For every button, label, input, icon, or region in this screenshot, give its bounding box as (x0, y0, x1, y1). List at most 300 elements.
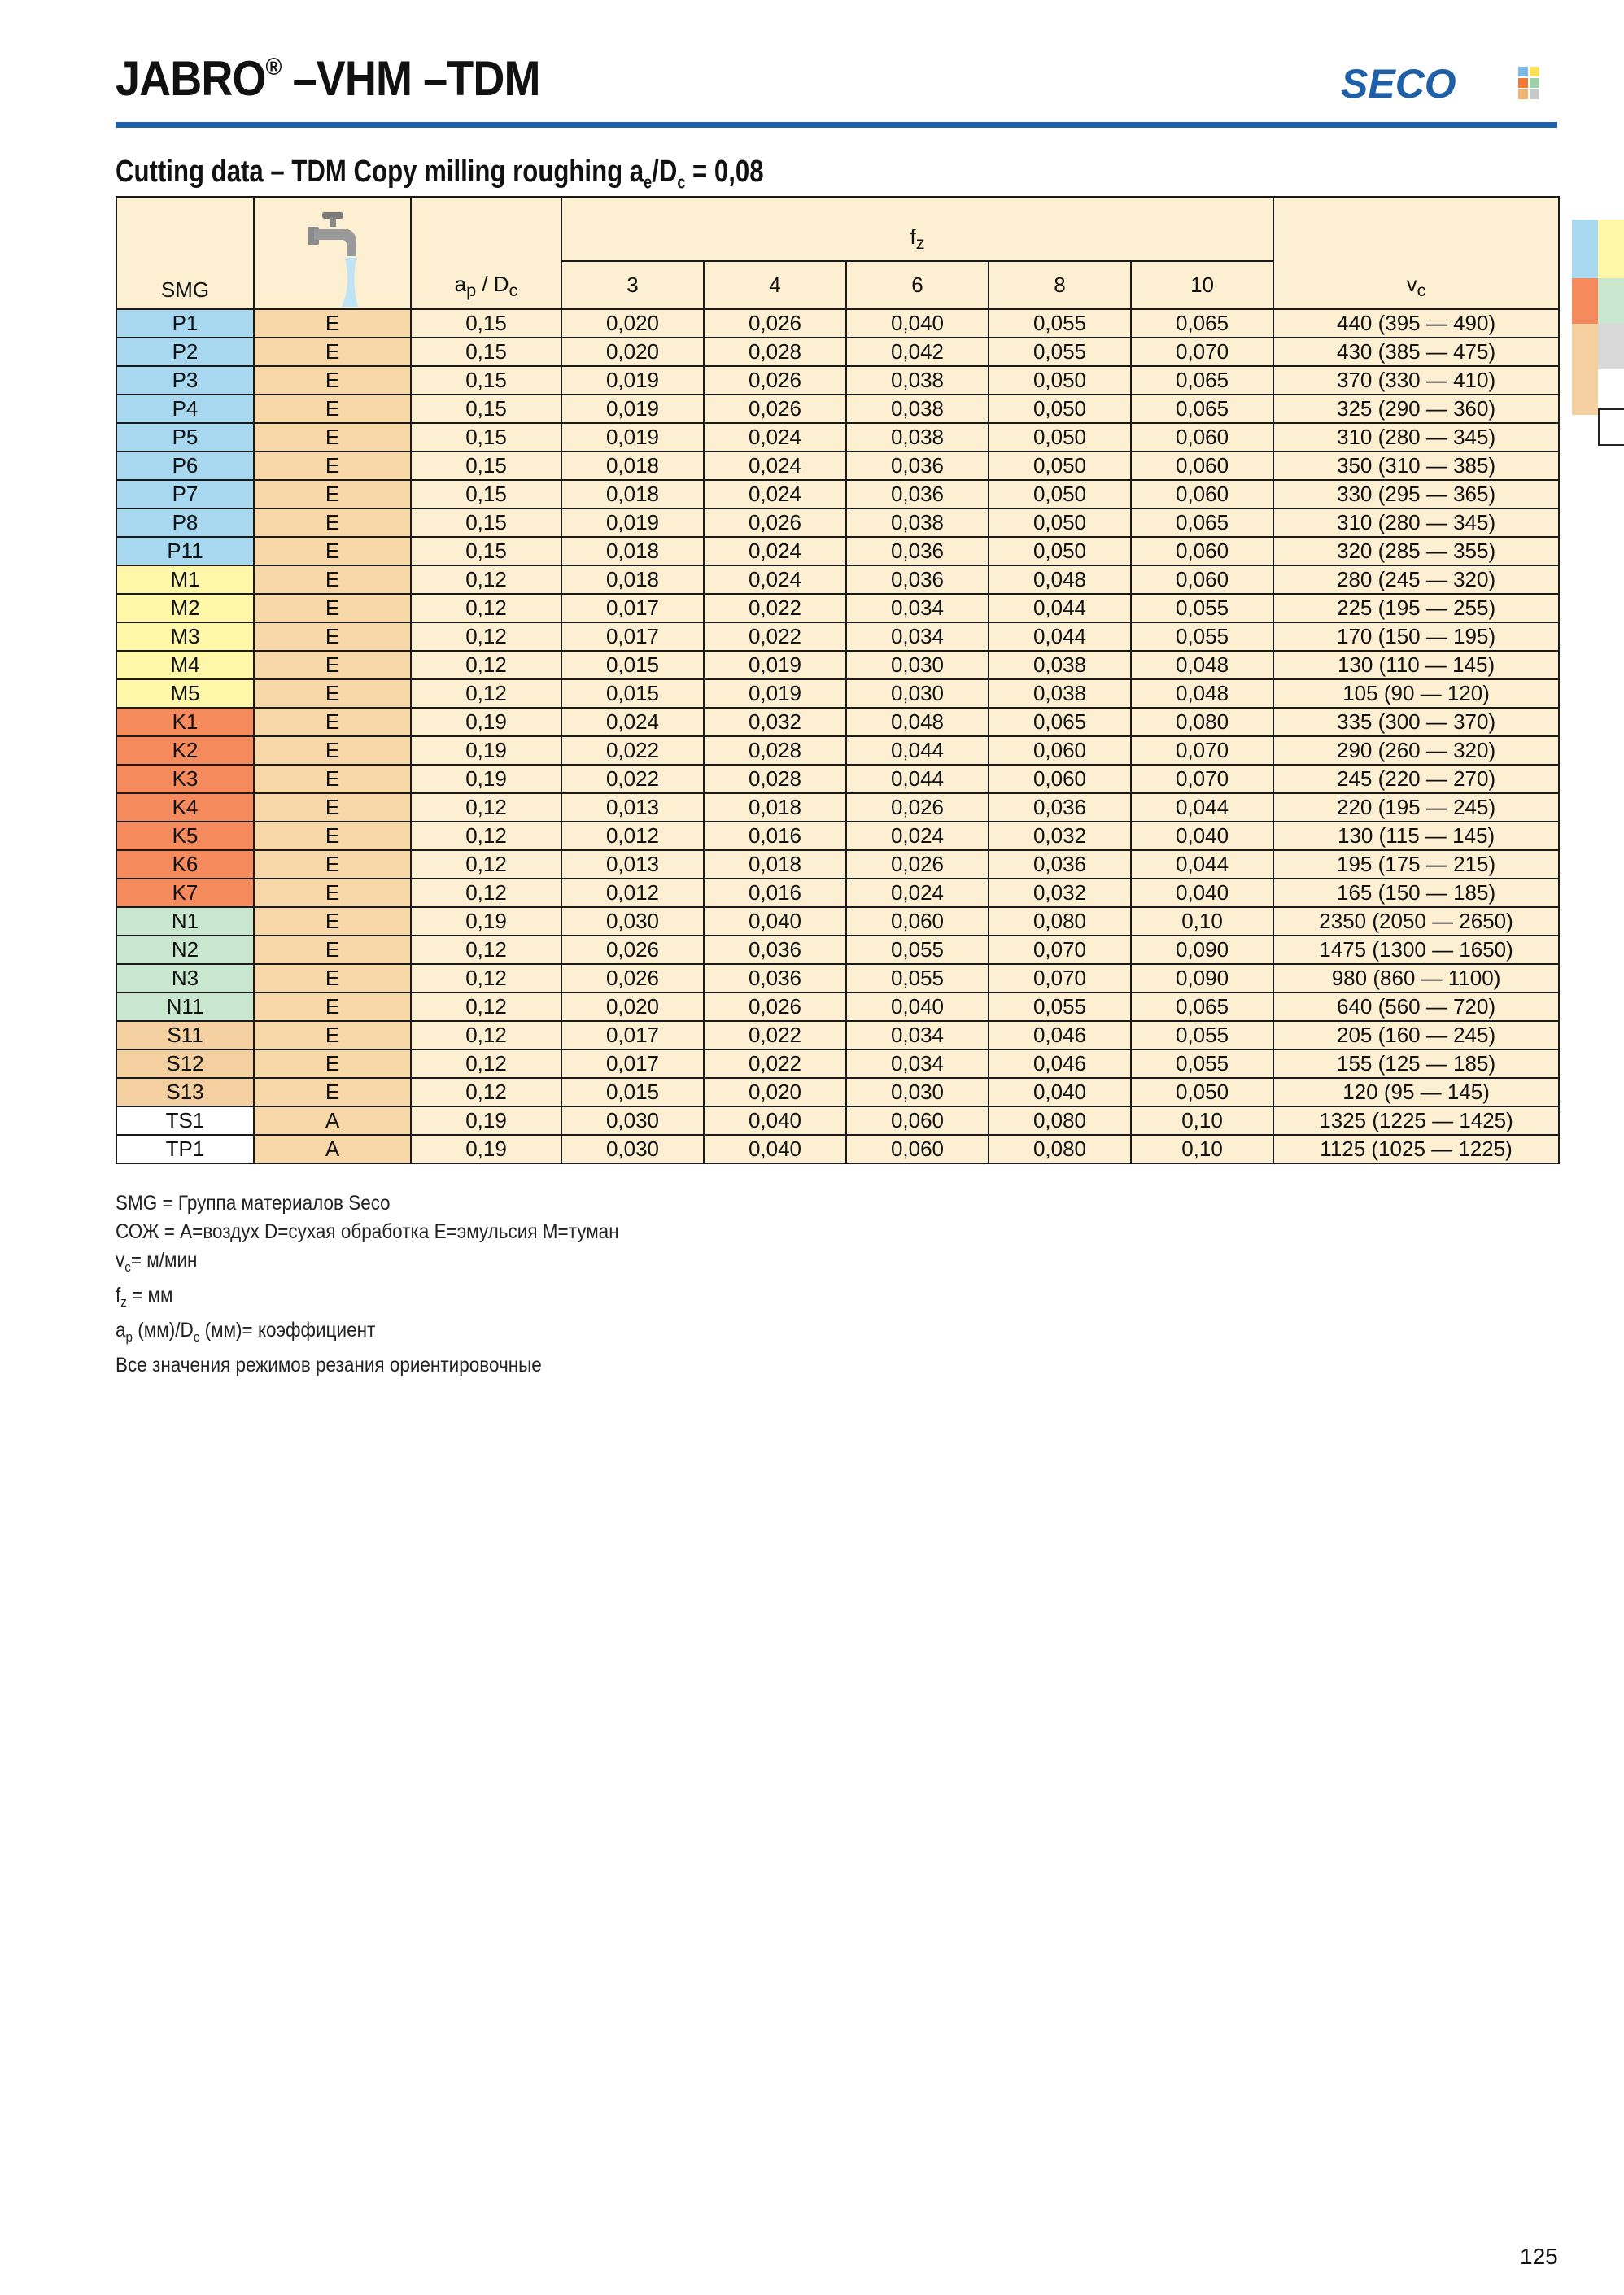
fz-cell: 0,044 (846, 736, 989, 765)
fz-cell: 0,060 (1131, 480, 1273, 508)
smg-cell: P6 (116, 452, 254, 480)
vc-cell: 170 (150 — 195) (1273, 622, 1559, 651)
ap-dc-cell: 0,15 (411, 338, 561, 366)
smg-cell: N11 (116, 993, 254, 1021)
smg-cell: N2 (116, 936, 254, 964)
seco-logo (1341, 63, 1552, 103)
ap-dc-cell: 0,15 (411, 423, 561, 452)
fz-cell: 0,034 (846, 622, 989, 651)
fz-cell: 0,10 (1131, 1106, 1273, 1135)
fz-cell: 0,013 (561, 793, 704, 822)
coolant-cell: E (254, 366, 411, 395)
vc-cell: 320 (285 — 355) (1273, 537, 1559, 565)
fz-cell: 0,030 (846, 1078, 989, 1106)
fz-cell: 0,015 (561, 651, 704, 679)
fz-cell: 0,012 (561, 879, 704, 907)
coolant-cell: E (254, 765, 411, 793)
fz-cell: 0,026 (846, 850, 989, 879)
vc-cell: 310 (280 — 345) (1273, 508, 1559, 537)
fz-cell: 0,024 (846, 879, 989, 907)
fz-cell: 0,050 (1131, 1078, 1273, 1106)
fz-cell: 0,018 (561, 537, 704, 565)
table-row (116, 338, 1559, 366)
vc-cell: 225 (195 — 255) (1273, 594, 1559, 622)
logo-square (1530, 89, 1539, 99)
diameter-header: 8 (989, 261, 1131, 310)
fz-cell: 0,050 (989, 537, 1131, 565)
cutting-data-table (116, 196, 1560, 1164)
note-line: Все значения режимов резания ориентировочные (116, 1354, 542, 1377)
fz-cell: 0,038 (846, 366, 989, 395)
note-line: $v_c= м/мин$ (116, 1249, 198, 1275)
smg-cell: P2 (116, 338, 254, 366)
ap-dc-header: $a_p / D_c$ (411, 197, 561, 309)
smg-cell: M2 (116, 594, 254, 622)
fz-cell: 0,048 (846, 708, 989, 736)
fz-cell: 0,030 (561, 907, 704, 936)
table-row (116, 480, 1559, 508)
fz-cell: 0,040 (846, 993, 989, 1021)
fz-cell: 0,026 (704, 508, 846, 537)
ap-dc-cell: 0,12 (411, 964, 561, 993)
coolant-cell: E (254, 1049, 411, 1078)
fz-cell: 0,024 (704, 423, 846, 452)
fz-cell: 0,032 (704, 708, 846, 736)
ap-dc-cell: 0,15 (411, 452, 561, 480)
fz-cell: 0,055 (846, 936, 989, 964)
fz-cell: 0,018 (704, 850, 846, 879)
smg-cell: N3 (116, 964, 254, 993)
table-row (116, 1049, 1559, 1078)
coolant-cell: E (254, 736, 411, 765)
fz-cell: 0,10 (1131, 907, 1273, 936)
coolant-cell: E (254, 423, 411, 452)
fz-cell: 0,015 (561, 1078, 704, 1106)
coolant-cell: E (254, 309, 411, 338)
fz-cell: 0,024 (561, 708, 704, 736)
fz-cell: 0,030 (846, 651, 989, 679)
vc-cell: 195 (175 — 215) (1273, 850, 1559, 879)
fz-cell: 0,036 (846, 452, 989, 480)
fz-cell: 0,026 (704, 395, 846, 423)
smg-cell: S13 (116, 1078, 254, 1106)
smg-cell: M3 (116, 622, 254, 651)
note-line: $a_p$ $(мм)/D_c$ (мм)= коэффициент (116, 1319, 376, 1345)
table-row (116, 793, 1559, 822)
fz-cell: 0,060 (989, 736, 1131, 765)
fz-cell: 0,050 (989, 452, 1131, 480)
material-group-tabs (1572, 220, 1624, 457)
ap-dc-cell: 0,12 (411, 594, 561, 622)
table-row (116, 1106, 1559, 1135)
ap-dc-cell: 0,19 (411, 1135, 561, 1163)
diameter-header: 3 (561, 261, 704, 310)
logo-square (1518, 78, 1528, 88)
fz-cell: 0,040 (704, 1106, 846, 1135)
table-row (116, 594, 1559, 622)
coolant-header (254, 197, 411, 309)
fz-cell: 0,012 (561, 822, 704, 850)
coolant-cell: A (254, 1106, 411, 1135)
fz-cell: 0,060 (846, 1106, 989, 1135)
coolant-cell: E (254, 850, 411, 879)
vc-cell: 2350 (2050 — 2650) (1273, 907, 1559, 936)
fz-cell: 0,040 (1131, 879, 1273, 907)
fz-cell: 0,048 (989, 565, 1131, 594)
coolant-cell: E (254, 651, 411, 679)
fz-cell: 0,040 (704, 1135, 846, 1163)
fz-cell: 0,060 (1131, 452, 1273, 480)
smg-cell: K3 (116, 765, 254, 793)
vc-cell: 980 (860 — 1100) (1273, 964, 1559, 993)
table-row (116, 1021, 1559, 1049)
ap-dc-cell: 0,15 (411, 537, 561, 565)
vc-cell: 130 (110 — 145) (1273, 651, 1559, 679)
vc-cell: 130 (115 — 145) (1273, 822, 1559, 850)
material-tab (1598, 324, 1624, 369)
fz-cell: 0,055 (1131, 594, 1273, 622)
fz-cell: 0,080 (989, 907, 1131, 936)
fz-cell: 0,024 (704, 537, 846, 565)
fz-cell: 0,10 (1131, 1135, 1273, 1163)
fz-cell: 0,034 (846, 594, 989, 622)
fz-cell: 0,024 (846, 822, 989, 850)
fz-cell: 0,070 (989, 964, 1131, 993)
logo-square (1530, 67, 1539, 76)
fz-cell: 0,065 (1131, 508, 1273, 537)
ap-dc-cell: 0,15 (411, 480, 561, 508)
fz-cell: 0,070 (1131, 338, 1273, 366)
fz-cell: 0,024 (704, 452, 846, 480)
fz-cell: 0,055 (1131, 622, 1273, 651)
coolant-cell: E (254, 565, 411, 594)
fz-cell: 0,018 (561, 480, 704, 508)
fz-cell: 0,018 (704, 793, 846, 822)
fz-cell: 0,019 (561, 395, 704, 423)
fz-header: $f_z$ (561, 197, 1273, 261)
fz-cell: 0,036 (704, 936, 846, 964)
fz-cell: 0,050 (989, 395, 1131, 423)
smg-cell: K5 (116, 822, 254, 850)
table-row (116, 651, 1559, 679)
fz-cell: 0,060 (846, 907, 989, 936)
faucet-icon (304, 211, 361, 308)
ap-dc-cell: 0,12 (411, 622, 561, 651)
fz-cell: 0,080 (1131, 708, 1273, 736)
smg-cell: K1 (116, 708, 254, 736)
fz-cell: 0,050 (989, 480, 1131, 508)
table-row (116, 366, 1559, 395)
legend-notes (116, 1189, 619, 1380)
vc-cell: 640 (560 — 720) (1273, 993, 1559, 1021)
vc-cell: 430 (385 — 475) (1273, 338, 1559, 366)
fz-cell: 0,026 (846, 793, 989, 822)
fz-cell: 0,020 (561, 338, 704, 366)
table-row (116, 850, 1559, 879)
coolant-cell: E (254, 1021, 411, 1049)
fz-cell: 0,026 (561, 964, 704, 993)
table-row (116, 993, 1559, 1021)
material-tab (1572, 278, 1598, 324)
ap-dc-cell: 0,12 (411, 651, 561, 679)
coolant-cell: E (254, 964, 411, 993)
fz-cell: 0,065 (1131, 395, 1273, 423)
material-tab (1572, 220, 1598, 278)
fz-cell: 0,050 (989, 508, 1131, 537)
fz-cell: 0,030 (846, 679, 989, 708)
fz-cell: 0,070 (1131, 736, 1273, 765)
fz-cell: 0,090 (1131, 936, 1273, 964)
fz-cell: 0,038 (846, 395, 989, 423)
ap-dc-cell: 0,12 (411, 1078, 561, 1106)
vc-header: $v_c$ (1273, 197, 1559, 309)
table-row (116, 907, 1559, 936)
coolant-cell: E (254, 452, 411, 480)
smg-cell: P7 (116, 480, 254, 508)
ap-dc-cell: 0,15 (411, 508, 561, 537)
fz-cell: 0,036 (704, 964, 846, 993)
smg-cell: P5 (116, 423, 254, 452)
ap-dc-cell: 0,12 (411, 879, 561, 907)
smg-cell: K7 (116, 879, 254, 907)
fz-cell: 0,070 (1131, 765, 1273, 793)
fz-cell: 0,034 (846, 1049, 989, 1078)
fz-cell: 0,032 (989, 879, 1131, 907)
fz-cell: 0,055 (989, 993, 1131, 1021)
coolant-cell: E (254, 879, 411, 907)
fz-cell: 0,055 (1131, 1021, 1273, 1049)
smg-cell: P3 (116, 366, 254, 395)
logo-square (1518, 67, 1528, 76)
fz-cell: 0,060 (846, 1135, 989, 1163)
smg-cell: S11 (116, 1021, 254, 1049)
fz-cell: 0,042 (846, 338, 989, 366)
fz-cell: 0,055 (846, 964, 989, 993)
coolant-cell: E (254, 679, 411, 708)
fz-cell: 0,024 (704, 565, 846, 594)
fz-cell: 0,019 (704, 651, 846, 679)
vc-cell: 310 (280 — 345) (1273, 423, 1559, 452)
material-tab (1572, 324, 1598, 369)
fz-cell: 0,034 (846, 1021, 989, 1049)
vc-cell: 440 (395 — 490) (1273, 309, 1559, 338)
ap-dc-cell: 0,15 (411, 366, 561, 395)
fz-cell: 0,070 (989, 936, 1131, 964)
smg-cell: M1 (116, 565, 254, 594)
vc-cell: 165 (150 — 185) (1273, 879, 1559, 907)
smg-cell: N1 (116, 907, 254, 936)
table-row (116, 309, 1559, 338)
ap-dc-cell: 0,12 (411, 1021, 561, 1049)
page-number: 125 (1520, 2244, 1558, 2269)
fz-cell: 0,046 (989, 1049, 1131, 1078)
vc-cell: 280 (245 — 320) (1273, 565, 1559, 594)
table-row (116, 565, 1559, 594)
fz-cell: 0,050 (989, 366, 1131, 395)
fz-cell: 0,036 (846, 565, 989, 594)
material-tab (1598, 220, 1624, 278)
fz-cell: 0,017 (561, 1049, 704, 1078)
fz-cell: 0,028 (704, 736, 846, 765)
fz-cell: 0,022 (704, 622, 846, 651)
table-row (116, 508, 1559, 537)
ap-dc-cell: 0,12 (411, 822, 561, 850)
table-row (116, 879, 1559, 907)
material-tab (1598, 278, 1624, 324)
coolant-cell: E (254, 793, 411, 822)
ap-dc-cell: 0,19 (411, 765, 561, 793)
vc-cell: 1125 (1025 — 1225) (1273, 1135, 1559, 1163)
note-line: SMG = Группа материалов Seco (116, 1192, 391, 1215)
fz-cell: 0,030 (561, 1135, 704, 1163)
coolant-cell: E (254, 936, 411, 964)
fz-cell: 0,026 (704, 993, 846, 1021)
fz-cell: 0,044 (846, 765, 989, 793)
coolant-cell: E (254, 395, 411, 423)
coolant-cell: E (254, 508, 411, 537)
coolant-cell: A (254, 1135, 411, 1163)
table-row (116, 423, 1559, 452)
table-row (116, 708, 1559, 736)
fz-cell: 0,019 (561, 508, 704, 537)
fz-cell: 0,022 (704, 1021, 846, 1049)
coolant-cell: E (254, 708, 411, 736)
ap-dc-cell: 0,15 (411, 309, 561, 338)
smg-cell: M5 (116, 679, 254, 708)
vc-cell: 220 (195 — 245) (1273, 793, 1559, 822)
fz-cell: 0,020 (561, 993, 704, 1021)
fz-cell: 0,038 (989, 679, 1131, 708)
fz-cell: 0,022 (704, 594, 846, 622)
coolant-cell: E (254, 594, 411, 622)
vc-cell: 120 (95 — 145) (1273, 1078, 1559, 1106)
table-row (116, 964, 1559, 993)
ap-dc-cell: 0,12 (411, 936, 561, 964)
fz-cell: 0,036 (846, 537, 989, 565)
fz-cell: 0,038 (846, 423, 989, 452)
fz-cell: 0,022 (561, 765, 704, 793)
fz-cell: 0,044 (1131, 850, 1273, 879)
vc-cell: 1475 (1300 — 1650) (1273, 936, 1559, 964)
fz-cell: 0,065 (989, 708, 1131, 736)
coolant-cell: E (254, 480, 411, 508)
fz-cell: 0,017 (561, 594, 704, 622)
ap-dc-cell: 0,19 (411, 907, 561, 936)
logo-text: SECO (1341, 63, 1456, 103)
table-row (116, 452, 1559, 480)
fz-cell: 0,022 (561, 736, 704, 765)
coolant-cell: E (254, 338, 411, 366)
smg-cell: S12 (116, 1049, 254, 1078)
ap-dc-cell: 0,19 (411, 708, 561, 736)
table-title: Cutting data – TDM Copy milling roughing $a_e/D_c = 0,08$ (116, 155, 764, 193)
smg-cell: K6 (116, 850, 254, 879)
table-row (116, 1078, 1559, 1106)
fz-cell: 0,080 (989, 1106, 1131, 1135)
smg-cell: P8 (116, 508, 254, 537)
material-tab (1598, 408, 1624, 446)
table-row (116, 1135, 1559, 1163)
vc-cell: 335 (300 — 370) (1273, 708, 1559, 736)
fz-cell: 0,040 (704, 907, 846, 936)
vc-cell: 325 (290 — 360) (1273, 395, 1559, 423)
fz-cell: 0,016 (704, 822, 846, 850)
vc-cell: 245 (220 — 270) (1273, 765, 1559, 793)
fz-cell: 0,060 (1131, 565, 1273, 594)
vc-cell: 105 (90 — 120) (1273, 679, 1559, 708)
fz-cell: 0,060 (989, 765, 1131, 793)
vc-cell: 155 (125 — 185) (1273, 1049, 1559, 1078)
ap-dc-cell: 0,12 (411, 850, 561, 879)
fz-cell: 0,055 (989, 338, 1131, 366)
smg-cell: M4 (116, 651, 254, 679)
fz-cell: 0,020 (561, 309, 704, 338)
fz-cell: 0,019 (561, 366, 704, 395)
ap-dc-cell: 0,15 (411, 395, 561, 423)
ap-dc-cell: 0,12 (411, 793, 561, 822)
fz-cell: 0,018 (561, 452, 704, 480)
fz-cell: 0,036 (846, 480, 989, 508)
material-tab (1572, 369, 1598, 415)
diameter-header: 4 (704, 261, 846, 310)
ap-dc-cell: 0,12 (411, 679, 561, 708)
vc-cell: 205 (160 — 245) (1273, 1021, 1559, 1049)
smg-cell: P1 (116, 309, 254, 338)
header-rule (116, 122, 1557, 128)
fz-cell: 0,065 (1131, 309, 1273, 338)
table-row (116, 622, 1559, 651)
coolant-cell: E (254, 622, 411, 651)
smg-cell: K2 (116, 736, 254, 765)
ap-dc-cell: 0,12 (411, 565, 561, 594)
fz-cell: 0,028 (704, 338, 846, 366)
fz-cell: 0,048 (1131, 651, 1273, 679)
table-row (116, 936, 1559, 964)
ap-dc-cell: 0,19 (411, 736, 561, 765)
fz-cell: 0,022 (704, 1049, 846, 1078)
fz-cell: 0,020 (704, 1078, 846, 1106)
diameter-header: 10 (1131, 261, 1273, 310)
ap-dc-cell: 0,12 (411, 993, 561, 1021)
vc-cell: 330 (295 — 365) (1273, 480, 1559, 508)
fz-cell: 0,044 (1131, 793, 1273, 822)
coolant-cell: E (254, 907, 411, 936)
fz-cell: 0,048 (1131, 679, 1273, 708)
fz-cell: 0,055 (1131, 1049, 1273, 1078)
fz-cell: 0,065 (1131, 993, 1273, 1021)
smg-cell: P11 (116, 537, 254, 565)
fz-cell: 0,019 (561, 423, 704, 452)
vc-cell: 350 (310 — 385) (1273, 452, 1559, 480)
fz-cell: 0,016 (704, 879, 846, 907)
logo-square (1518, 89, 1528, 99)
vc-cell: 290 (260 — 320) (1273, 736, 1559, 765)
fz-cell: 0,018 (561, 565, 704, 594)
fz-cell: 0,060 (1131, 537, 1273, 565)
fz-cell: 0,017 (561, 1021, 704, 1049)
diameter-header: 6 (846, 261, 989, 310)
table-row (116, 537, 1559, 565)
fz-cell: 0,030 (561, 1106, 704, 1135)
ap-dc-cell: 0,12 (411, 1049, 561, 1078)
fz-cell: 0,036 (989, 793, 1131, 822)
note-line: $f_z$ = мм (116, 1284, 173, 1310)
fz-cell: 0,015 (561, 679, 704, 708)
coolant-cell: E (254, 993, 411, 1021)
note-line: СОЖ = A=воздух D=сухая обработка E=эмульсия M=туман (116, 1220, 619, 1243)
fz-cell: 0,028 (704, 765, 846, 793)
fz-cell: 0,065 (1131, 366, 1273, 395)
